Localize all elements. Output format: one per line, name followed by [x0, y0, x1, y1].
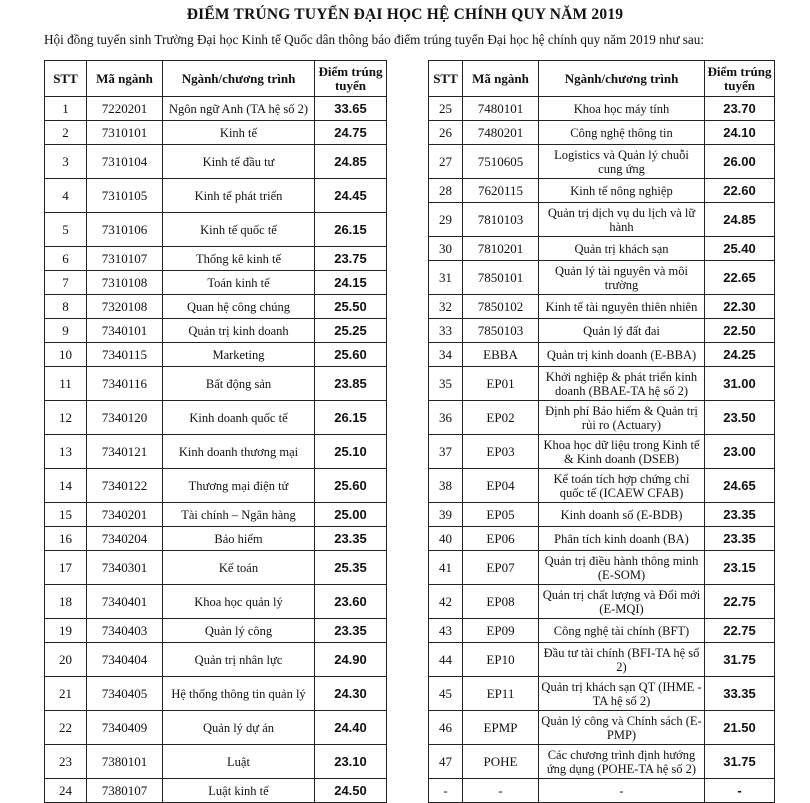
- score-cell: 24.75: [315, 121, 387, 145]
- program-name-cell: Tài chính – Ngân hàng: [163, 503, 315, 527]
- major-code-cell: 7310101: [87, 121, 163, 145]
- major-code-cell: EP06: [463, 527, 539, 551]
- score-cell: 33.65: [315, 97, 387, 121]
- program-name-cell: Bảo hiểm: [163, 527, 315, 551]
- stt-cell: 47: [429, 745, 463, 779]
- table-row: [45, 97, 387, 121]
- program-name-cell: Kinh tế quốc tế: [163, 213, 315, 247]
- program-name-cell: Phân tích kinh doanh (BA): [539, 527, 705, 551]
- program-name-cell: Quản trị chất lượng và Đổi mới (E-MQI): [539, 585, 705, 619]
- score-cell: 23.70: [705, 97, 775, 121]
- program-name-cell: Kế toán tích hợp chứng chỉ quốc tế (ICAEW CFAB): [539, 469, 705, 503]
- program-name-cell: Quản trị dịch vụ du lịch và lữ hành: [539, 203, 705, 237]
- table-row: [429, 179, 775, 203]
- table-row: [429, 203, 775, 237]
- score-cell: 26.15: [315, 213, 387, 247]
- table-row: [429, 319, 775, 343]
- score-cell: 24.90: [315, 643, 387, 677]
- score-cell: 26.15: [315, 401, 387, 435]
- stt-cell: 34: [429, 343, 463, 367]
- stt-cell: 6: [45, 247, 87, 271]
- score-cell: 31.00: [705, 367, 775, 401]
- program-name-cell: Marketing: [163, 343, 315, 367]
- header-program: Ngành/chương trình: [163, 61, 315, 97]
- program-name-cell: Khoa học máy tính: [539, 97, 705, 121]
- table-row: [45, 145, 387, 179]
- program-name-cell: Công nghệ thông tin: [539, 121, 705, 145]
- program-name-cell: -: [539, 779, 705, 803]
- score-cell: 24.85: [315, 145, 387, 179]
- program-name-cell: Kinh tế nông nghiệp: [539, 179, 705, 203]
- major-code-cell: 7310108: [87, 271, 163, 295]
- score-cell: 25.60: [315, 469, 387, 503]
- header-program: Ngành/chương trình: [539, 61, 705, 97]
- major-code-cell: 7380107: [87, 779, 163, 803]
- score-cell: 24.25: [705, 343, 775, 367]
- score-cell: 22.75: [705, 585, 775, 619]
- major-code-cell: EBBA: [463, 343, 539, 367]
- program-name-cell: Quản trị kinh doanh (E-BBA): [539, 343, 705, 367]
- table-row: [45, 677, 387, 711]
- major-code-cell: 7310105: [87, 179, 163, 213]
- stt-cell: 29: [429, 203, 463, 237]
- major-code-cell: 7810103: [463, 203, 539, 237]
- program-name-cell: Kinh doanh thương mại: [163, 435, 315, 469]
- program-name-cell: Kinh doanh số (E-BDB): [539, 503, 705, 527]
- program-name-cell: Hệ thống thông tin quản lý: [163, 677, 315, 711]
- score-cell: 24.15: [315, 271, 387, 295]
- stt-cell: 13: [45, 435, 87, 469]
- table-row: [429, 145, 775, 179]
- score-cell: 24.85: [705, 203, 775, 237]
- table-row: [45, 711, 387, 745]
- score-cell: 25.50: [315, 295, 387, 319]
- stt-cell: 3: [45, 145, 87, 179]
- major-code-cell: 7480101: [463, 97, 539, 121]
- program-name-cell: Khởi nghiệp & phát triển kinh doanh (BBAE-TA hệ số 2): [539, 367, 705, 401]
- program-name-cell: Logistics và Quản lý chuỗi cung ứng: [539, 145, 705, 179]
- table-row: [45, 527, 387, 551]
- major-code-cell: 7620115: [463, 179, 539, 203]
- table-row: [45, 295, 387, 319]
- table-row: [429, 619, 775, 643]
- stt-cell: 22: [45, 711, 87, 745]
- major-code-cell: 7340121: [87, 435, 163, 469]
- stt-cell: 19: [45, 619, 87, 643]
- header-score: Điểm trúng tuyển: [315, 61, 387, 97]
- table-row: [429, 469, 775, 503]
- stt-cell: 37: [429, 435, 463, 469]
- program-name-cell: Khoa học quản lý: [163, 585, 315, 619]
- score-cell: 23.35: [315, 619, 387, 643]
- score-cell: 25.10: [315, 435, 387, 469]
- table-row: [45, 319, 387, 343]
- table-row: [45, 247, 387, 271]
- table-row: [429, 261, 775, 295]
- table-row: [45, 643, 387, 677]
- stt-cell: 17: [45, 551, 87, 585]
- stt-cell: 32: [429, 295, 463, 319]
- table-row: [429, 677, 775, 711]
- stt-cell: 10: [45, 343, 87, 367]
- stt-cell: 23: [45, 745, 87, 779]
- program-name-cell: Kinh tế đầu tư: [163, 145, 315, 179]
- program-name-cell: Kinh tế: [163, 121, 315, 145]
- stt-cell: 38: [429, 469, 463, 503]
- program-name-cell: Quản lý công: [163, 619, 315, 643]
- admission-scores-table-left: [44, 60, 387, 803]
- stt-cell: 33: [429, 319, 463, 343]
- score-cell: 23.15: [705, 551, 775, 585]
- program-name-cell: Kinh tế tài nguyên thiên nhiên: [539, 295, 705, 319]
- program-name-cell: Quản trị khách sạn QT (IHME - TA hệ số 2): [539, 677, 705, 711]
- stt-cell: -: [429, 779, 463, 803]
- major-code-cell: 7340204: [87, 527, 163, 551]
- major-code-cell: 7850102: [463, 295, 539, 319]
- major-code-cell: 7340301: [87, 551, 163, 585]
- score-cell: 24.45: [315, 179, 387, 213]
- major-code-cell: EP09: [463, 619, 539, 643]
- table-row: [429, 643, 775, 677]
- score-cell: 23.35: [315, 527, 387, 551]
- stt-cell: 14: [45, 469, 87, 503]
- stt-cell: 35: [429, 367, 463, 401]
- table-row: [45, 745, 387, 779]
- score-cell: 31.75: [705, 745, 775, 779]
- score-cell: 26.00: [705, 145, 775, 179]
- program-name-cell: Bất động sản: [163, 367, 315, 401]
- program-name-cell: Luật: [163, 745, 315, 779]
- header-major-code: Mã ngành: [87, 61, 163, 97]
- major-code-cell: 7340201: [87, 503, 163, 527]
- table-row: [429, 343, 775, 367]
- major-code-cell: -: [463, 779, 539, 803]
- score-cell: 23.60: [315, 585, 387, 619]
- table-row: [45, 619, 387, 643]
- score-cell: 23.50: [705, 401, 775, 435]
- table-row: [429, 121, 775, 145]
- table-row: [429, 585, 775, 619]
- stt-cell: 2: [45, 121, 87, 145]
- table-row: [45, 213, 387, 247]
- program-name-cell: Kinh tế phát triển: [163, 179, 315, 213]
- major-code-cell: 7510605: [463, 145, 539, 179]
- table-row: [429, 527, 775, 551]
- major-code-cell: EP10: [463, 643, 539, 677]
- major-code-cell: EP01: [463, 367, 539, 401]
- score-cell: 23.35: [705, 527, 775, 551]
- stt-cell: 12: [45, 401, 87, 435]
- stt-cell: 1: [45, 97, 87, 121]
- major-code-cell: EP07: [463, 551, 539, 585]
- score-cell: 24.50: [315, 779, 387, 803]
- major-code-cell: EP02: [463, 401, 539, 435]
- score-cell: 22.65: [705, 261, 775, 295]
- score-cell: 24.10: [705, 121, 775, 145]
- stt-cell: 36: [429, 401, 463, 435]
- program-name-cell: Quản lý đất đai: [539, 319, 705, 343]
- major-code-cell: EP05: [463, 503, 539, 527]
- major-code-cell: 7340101: [87, 319, 163, 343]
- admission-scores-table-right: [428, 60, 775, 803]
- table-row: [45, 121, 387, 145]
- stt-cell: 40: [429, 527, 463, 551]
- score-cell: 22.50: [705, 319, 775, 343]
- major-code-cell: 7310104: [87, 145, 163, 179]
- table-header-row: [45, 61, 387, 97]
- stt-cell: 8: [45, 295, 87, 319]
- table-row: [45, 271, 387, 295]
- stt-cell: 20: [45, 643, 87, 677]
- stt-cell: 44: [429, 643, 463, 677]
- stt-cell: 21: [45, 677, 87, 711]
- stt-cell: 27: [429, 145, 463, 179]
- score-cell: 23.10: [315, 745, 387, 779]
- table-row: [429, 367, 775, 401]
- header-stt: STT: [45, 61, 87, 97]
- score-cell: 22.75: [705, 619, 775, 643]
- stt-cell: 28: [429, 179, 463, 203]
- major-code-cell: 7340122: [87, 469, 163, 503]
- score-cell: 25.60: [315, 343, 387, 367]
- table-row: [429, 711, 775, 745]
- stt-cell: 9: [45, 319, 87, 343]
- score-cell: 21.50: [705, 711, 775, 745]
- stt-cell: 41: [429, 551, 463, 585]
- program-name-cell: Đầu tư tài chính (BFI-TA hệ số 2): [539, 643, 705, 677]
- table-row: [429, 745, 775, 779]
- program-name-cell: Toán kinh tế: [163, 271, 315, 295]
- program-name-cell: Quản trị điều hành thông minh (E-SOM): [539, 551, 705, 585]
- major-code-cell: EPMP: [463, 711, 539, 745]
- header-stt: STT: [429, 61, 463, 97]
- major-code-cell: POHE: [463, 745, 539, 779]
- program-name-cell: Quản trị nhân lực: [163, 643, 315, 677]
- major-code-cell: EP11: [463, 677, 539, 711]
- table-row: [429, 551, 775, 585]
- table-header-row: [429, 61, 775, 97]
- header-major-code: Mã ngành: [463, 61, 539, 97]
- score-cell: 22.60: [705, 179, 775, 203]
- table-row: [429, 97, 775, 121]
- stt-cell: 39: [429, 503, 463, 527]
- major-code-cell: 7340115: [87, 343, 163, 367]
- score-cell: 23.75: [315, 247, 387, 271]
- table-row: [45, 343, 387, 367]
- program-name-cell: Kế toán: [163, 551, 315, 585]
- score-cell: 25.00: [315, 503, 387, 527]
- score-cell: 24.40: [315, 711, 387, 745]
- stt-cell: 16: [45, 527, 87, 551]
- score-cell: 24.30: [315, 677, 387, 711]
- table-row: [45, 551, 387, 585]
- document-subtitle: Hội đồng tuyển sinh Trường Đại học Kinh tế Quốc dân thông báo điểm trúng tuyển Đại học hệ chính quy năm 2019 như sau:: [44, 32, 705, 47]
- table-row: [429, 237, 775, 261]
- major-code-cell: 7480201: [463, 121, 539, 145]
- major-code-cell: EP04: [463, 469, 539, 503]
- table-row: [45, 401, 387, 435]
- major-code-cell: 7340405: [87, 677, 163, 711]
- major-code-cell: EP03: [463, 435, 539, 469]
- score-cell: 25.25: [315, 319, 387, 343]
- stt-cell: 15: [45, 503, 87, 527]
- program-name-cell: Thương mại điện tử: [163, 469, 315, 503]
- major-code-cell: 7340401: [87, 585, 163, 619]
- major-code-cell: 7340404: [87, 643, 163, 677]
- stt-cell: 4: [45, 179, 87, 213]
- table-row: [429, 779, 775, 803]
- score-cell: 31.75: [705, 643, 775, 677]
- major-code-cell: 7850101: [463, 261, 539, 295]
- score-cell: 23.85: [315, 367, 387, 401]
- table-row: [45, 367, 387, 401]
- major-code-cell: EP08: [463, 585, 539, 619]
- program-name-cell: Luật kinh tế: [163, 779, 315, 803]
- score-cell: 25.35: [315, 551, 387, 585]
- program-name-cell: Quản trị khách sạn: [539, 237, 705, 261]
- stt-cell: 46: [429, 711, 463, 745]
- table-row: [429, 295, 775, 319]
- table-row: [45, 435, 387, 469]
- table-row: [429, 401, 775, 435]
- stt-cell: 43: [429, 619, 463, 643]
- score-cell: 23.35: [705, 503, 775, 527]
- document-title: ĐIỂM TRÚNG TUYỂN ĐẠI HỌC HỆ CHÍNH QUY NĂM 2019: [186, 6, 624, 23]
- table-row: [429, 435, 775, 469]
- program-name-cell: Định phí Bảo hiểm & Quản trị rủi ro (Actuary): [539, 401, 705, 435]
- stt-cell: 7: [45, 271, 87, 295]
- major-code-cell: 7340120: [87, 401, 163, 435]
- score-cell: -: [705, 779, 775, 803]
- stt-cell: 24: [45, 779, 87, 803]
- table-row: [45, 179, 387, 213]
- program-name-cell: Quản trị kinh doanh: [163, 319, 315, 343]
- program-name-cell: Khoa học dữ liệu trong Kinh tế & Kinh doanh (DSEB): [539, 435, 705, 469]
- major-code-cell: 7310107: [87, 247, 163, 271]
- stt-cell: 18: [45, 585, 87, 619]
- stt-cell: 45: [429, 677, 463, 711]
- program-name-cell: Ngôn ngữ Anh (TA hệ số 2): [163, 97, 315, 121]
- stt-cell: 11: [45, 367, 87, 401]
- program-name-cell: Quản lý công và Chính sách (E-PMP): [539, 711, 705, 745]
- table-row: [429, 503, 775, 527]
- major-code-cell: 7340116: [87, 367, 163, 401]
- stt-cell: 5: [45, 213, 87, 247]
- score-cell: 22.30: [705, 295, 775, 319]
- major-code-cell: 7340403: [87, 619, 163, 643]
- stt-cell: 26: [429, 121, 463, 145]
- program-name-cell: Quản lý dự án: [163, 711, 315, 745]
- program-name-cell: Quản lý tài nguyên và môi trường: [539, 261, 705, 295]
- score-cell: 33.35: [705, 677, 775, 711]
- program-name-cell: Các chương trình định hướng ứng dụng (POHE-TA hệ số 2): [539, 745, 705, 779]
- program-name-cell: Kinh doanh quốc tế: [163, 401, 315, 435]
- stt-cell: 25: [429, 97, 463, 121]
- major-code-cell: 7220201: [87, 97, 163, 121]
- table-row: [45, 779, 387, 803]
- stt-cell: 42: [429, 585, 463, 619]
- stt-cell: 30: [429, 237, 463, 261]
- score-cell: 23.00: [705, 435, 775, 469]
- table-row: [45, 503, 387, 527]
- program-name-cell: Công nghệ tài chính (BFT): [539, 619, 705, 643]
- table-row: [45, 585, 387, 619]
- program-name-cell: Quan hệ công chúng: [163, 295, 315, 319]
- major-code-cell: 7320108: [87, 295, 163, 319]
- major-code-cell: 7850103: [463, 319, 539, 343]
- program-name-cell: Thống kê kinh tế: [163, 247, 315, 271]
- major-code-cell: 7310106: [87, 213, 163, 247]
- major-code-cell: 7810201: [463, 237, 539, 261]
- table-row: [45, 469, 387, 503]
- stt-cell: 31: [429, 261, 463, 295]
- score-cell: 24.65: [705, 469, 775, 503]
- header-score: Điểm trúng tuyển: [705, 61, 775, 97]
- major-code-cell: 7380101: [87, 745, 163, 779]
- score-cell: 25.40: [705, 237, 775, 261]
- major-code-cell: 7340409: [87, 711, 163, 745]
